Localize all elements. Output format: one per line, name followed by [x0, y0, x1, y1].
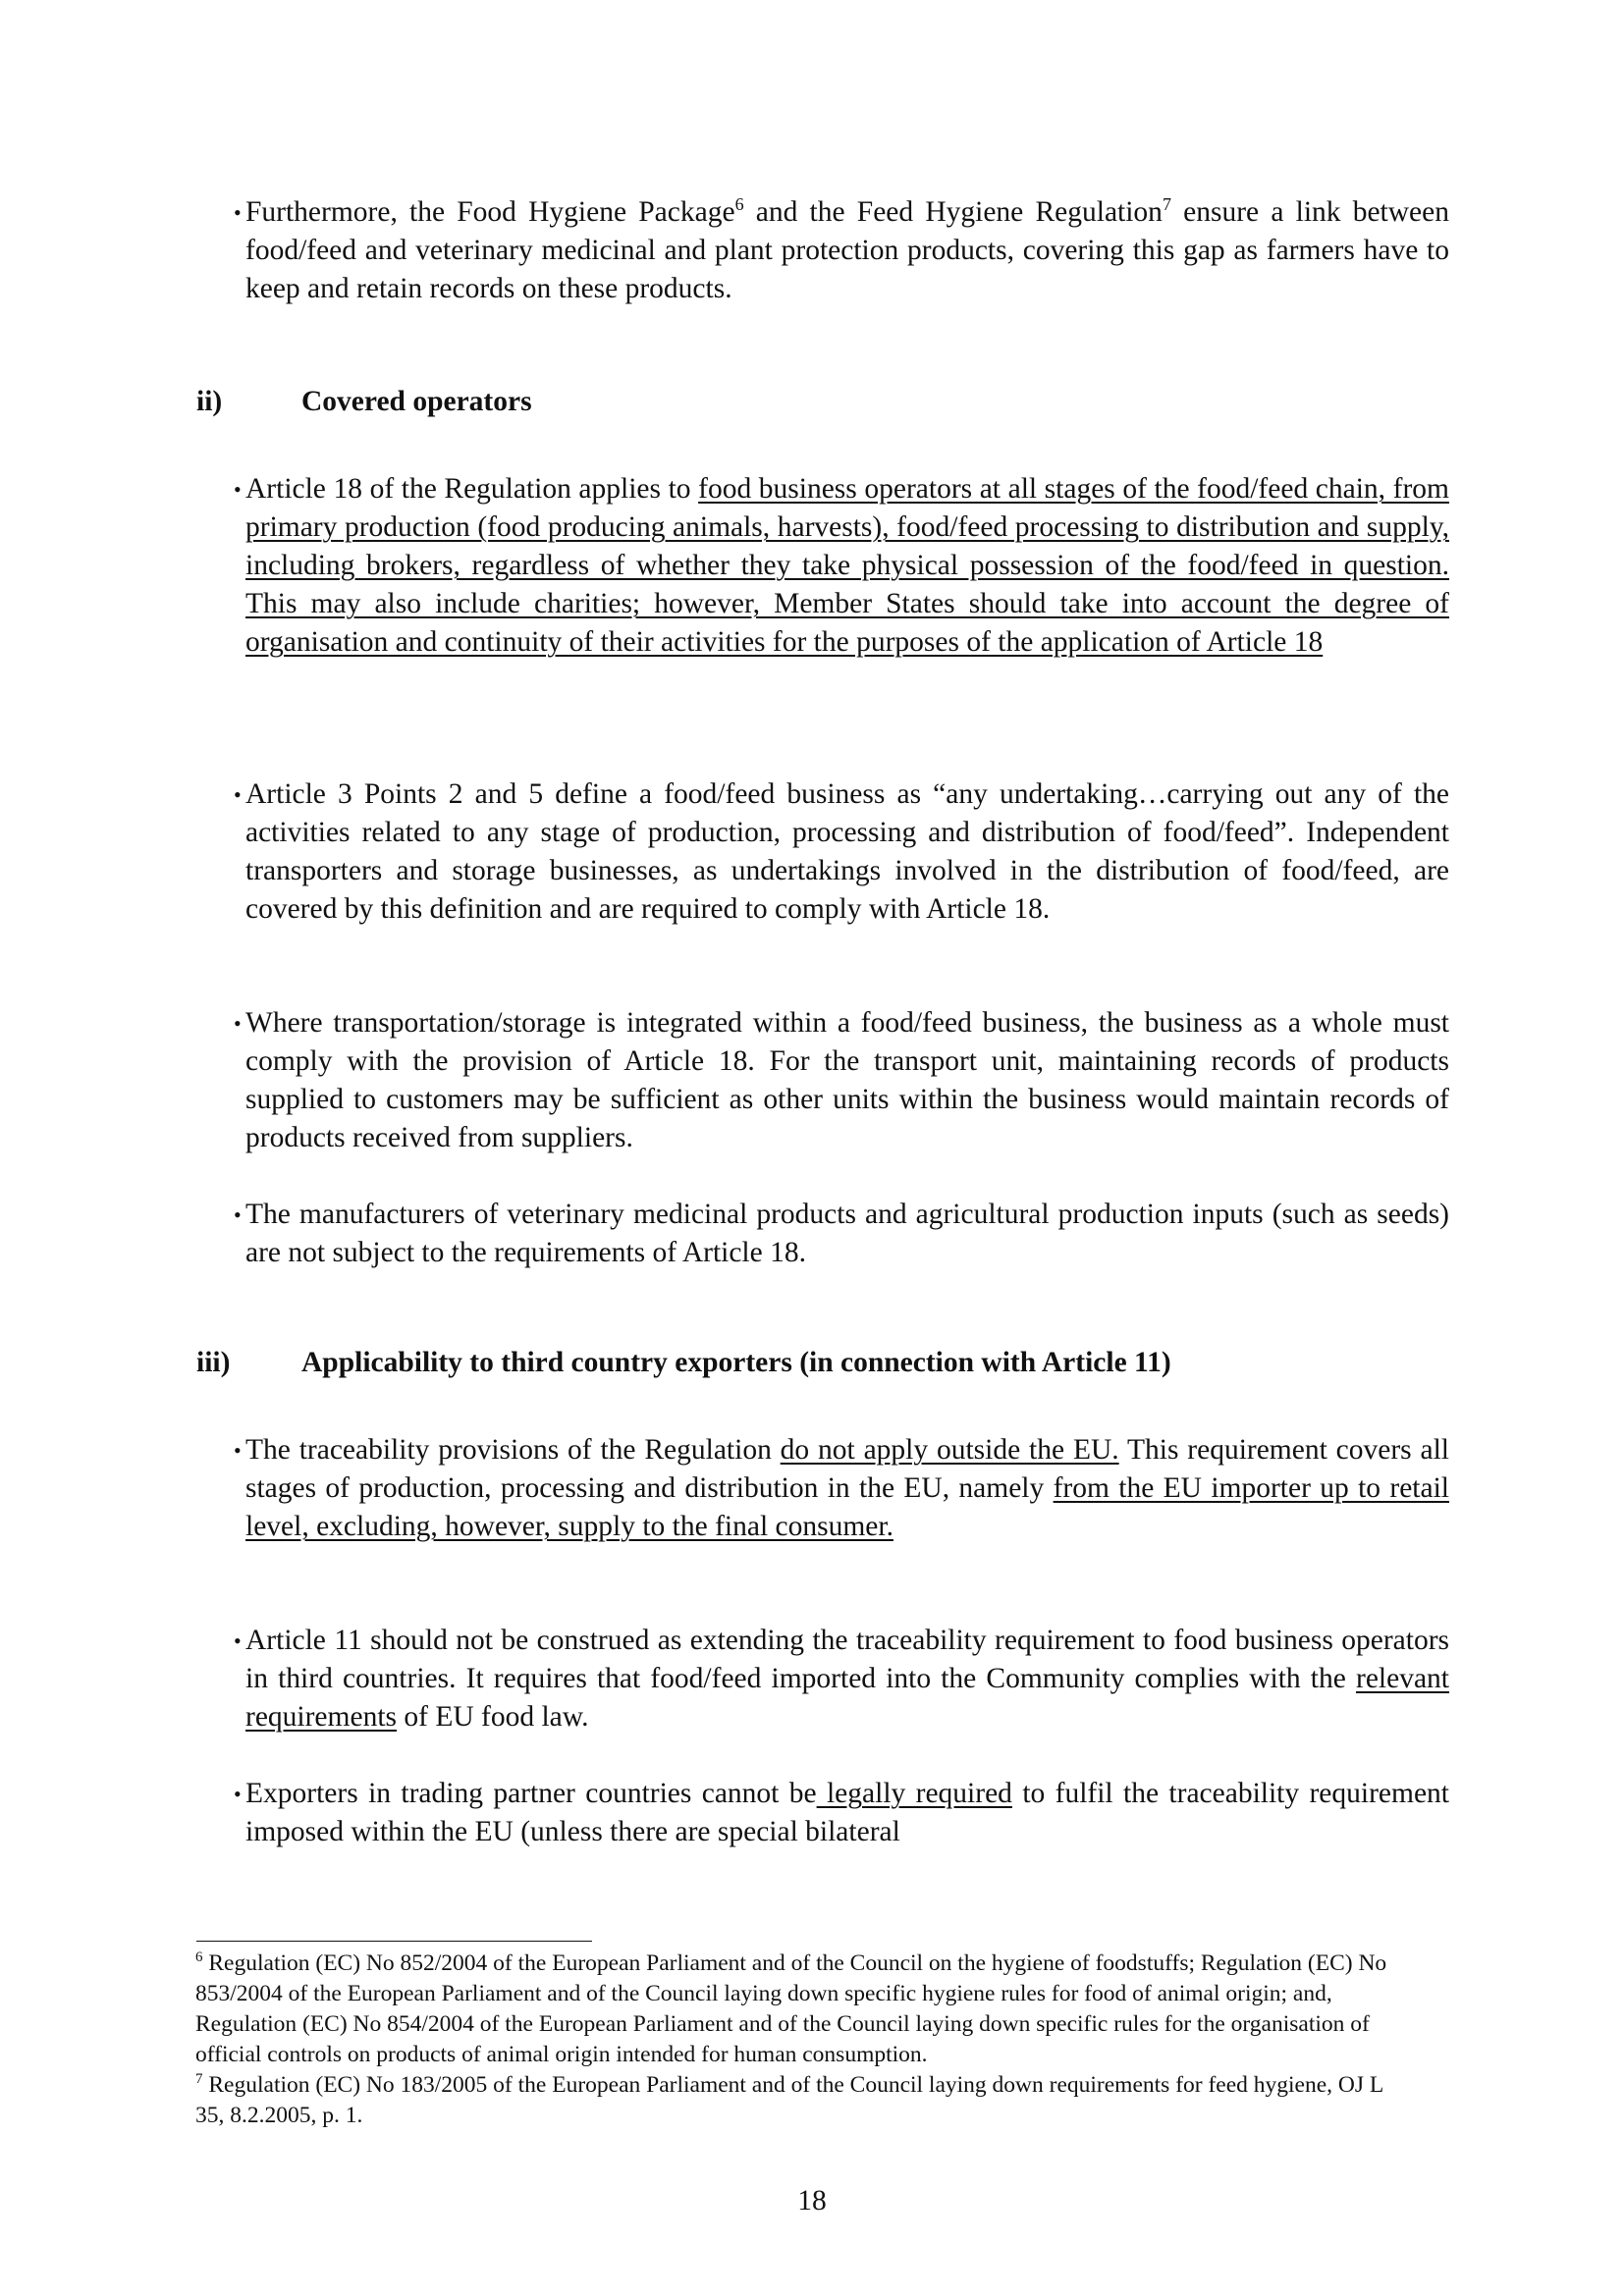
- bullet-icon: •: [234, 1629, 242, 1653]
- section-title: Covered operators: [301, 386, 532, 417]
- text: Article 11 should not be construed as extending the traceability requirement to food business operators in third countries. It requires that food/feed imported into the Community complies with the: [245, 1625, 1449, 1694]
- paragraph: [245, 1622, 1449, 1736]
- footnote-text: Regulation (EC) No 183/2005 of the European Parliament and of the Council laying down requirements for feed hygiene, OJ L 35, 8.2.2005, p. 1.: [195, 2072, 1383, 2128]
- footnote-separator: [196, 1941, 592, 1942]
- list-item: [234, 775, 1449, 929]
- section-number: ii): [196, 386, 223, 417]
- list-item: [234, 1196, 1449, 1272]
- bullet-icon: •: [234, 200, 242, 225]
- page-number: 18: [797, 2185, 827, 2216]
- footnote: [195, 2070, 1403, 2131]
- section-number: iii): [196, 1347, 231, 1378]
- bullet-icon: •: [234, 1782, 242, 1806]
- section-title: Applicability to third country exporters (in connection with Article 11): [301, 1347, 1171, 1378]
- underlined-text: do not apply outside the EU.: [780, 1434, 1119, 1466]
- underlined-text: food business operators at all stages of the food/feed chain, from primary production (food producing animals, harvests), food/feed processing to distribution and supply, including brokers, regardless of whether they take physical possession of the food/feed in question.: [245, 473, 1449, 581]
- paragraph: Where transportation/storage is integrated within a food/feed business, the business as a whole must comply with the provision of Article 18. For the transport unit, maintaining records of products supplied to customers may be sufficient as other units within the business would maintain records of products received from suppliers.: [245, 1007, 1449, 1153]
- text: of EU food law.: [397, 1701, 589, 1733]
- text: Furthermore, the Food Hygiene Package: [245, 196, 735, 228]
- bullet-icon: •: [234, 1202, 242, 1227]
- footnote: [195, 1949, 1403, 2070]
- text: Article 18 of the Regulation applies to: [245, 473, 699, 505]
- list-item: [234, 1004, 1449, 1157]
- list-item: [234, 1622, 1449, 1736]
- paragraph: [245, 193, 1449, 308]
- bullet-icon: •: [234, 1011, 242, 1036]
- footnote-mark: 7: [195, 2071, 203, 2088]
- list-item: [234, 470, 1449, 662]
- underlined-text: from the EU importer up to retail level, excluding, however, supply to the final consumer.: [245, 1472, 1449, 1542]
- paragraph: [245, 470, 1449, 662]
- underlined-text: legally required: [816, 1778, 1012, 1809]
- bullet-icon: •: [234, 1438, 242, 1463]
- paragraph: The manufacturers of veterinary medicinal products and agricultural production inputs (such as seeds) are not subject to the requirements of Article 18.: [245, 1199, 1449, 1268]
- text: This requirement covers all stages of production, processing and distribution in the EU, namely: [245, 1434, 1449, 1504]
- text: Exporters in trading partner countries cannot be: [245, 1778, 817, 1809]
- underlined-text: relevant requirements: [245, 1663, 1449, 1733]
- footnote-ref[interactable]: 6: [734, 194, 744, 215]
- list-item: [234, 193, 1449, 308]
- paragraph: [245, 1775, 1449, 1851]
- paragraph: [245, 1431, 1449, 1546]
- paragraph: Article 3 Points 2 and 5 define a food/feed business as “any undertaking…carrying out any of the activities related to any stage of production, processing and distribution of food/feed”. Independent transporters and storage businesses, as undertakings involved in the distribution of food/feed, are covered by this definition and are required to comply with Article 18.: [245, 778, 1449, 925]
- list-item: [234, 1431, 1449, 1546]
- footnotes: [195, 1949, 1403, 2131]
- text: ensure a link between food/feed and veterinary medicinal and plant protection products, covering this gap as farmers have to keep and retain records on these products.: [245, 196, 1449, 304]
- underlined-text: This may also include charities; however, Member States should take into account the degree of organisation and continuity of their activities for the purposes of the application of Article 18: [245, 588, 1449, 658]
- footnote-mark: 6: [195, 1949, 203, 1966]
- text: and the Feed Hygiene Regulation: [743, 196, 1163, 228]
- list-item: [234, 1775, 1449, 1851]
- bullet-icon: •: [234, 782, 242, 807]
- footnote-text: Regulation (EC) No 852/2004 of the European Parliament and of the Council on the hygiene of foodstuffs; Regulation (EC) No 853/2004 of the European Parliament and of the Council laying down specific hygiene rules for food of animal origin; and, Regulation (EC) No 854/2004 of the European Parliament and of the Council laying down specific rules for the organisation of official controls on products of animal origin intended for human consumption.: [195, 1950, 1387, 2067]
- text: The traceability provisions of the Regulation: [245, 1434, 781, 1466]
- text: to fulfil the traceability requirement imposed within the EU (unless there are special bilateral: [245, 1778, 1449, 1847]
- bullet-icon: •: [234, 477, 242, 502]
- footnote-ref[interactable]: 7: [1162, 194, 1171, 215]
